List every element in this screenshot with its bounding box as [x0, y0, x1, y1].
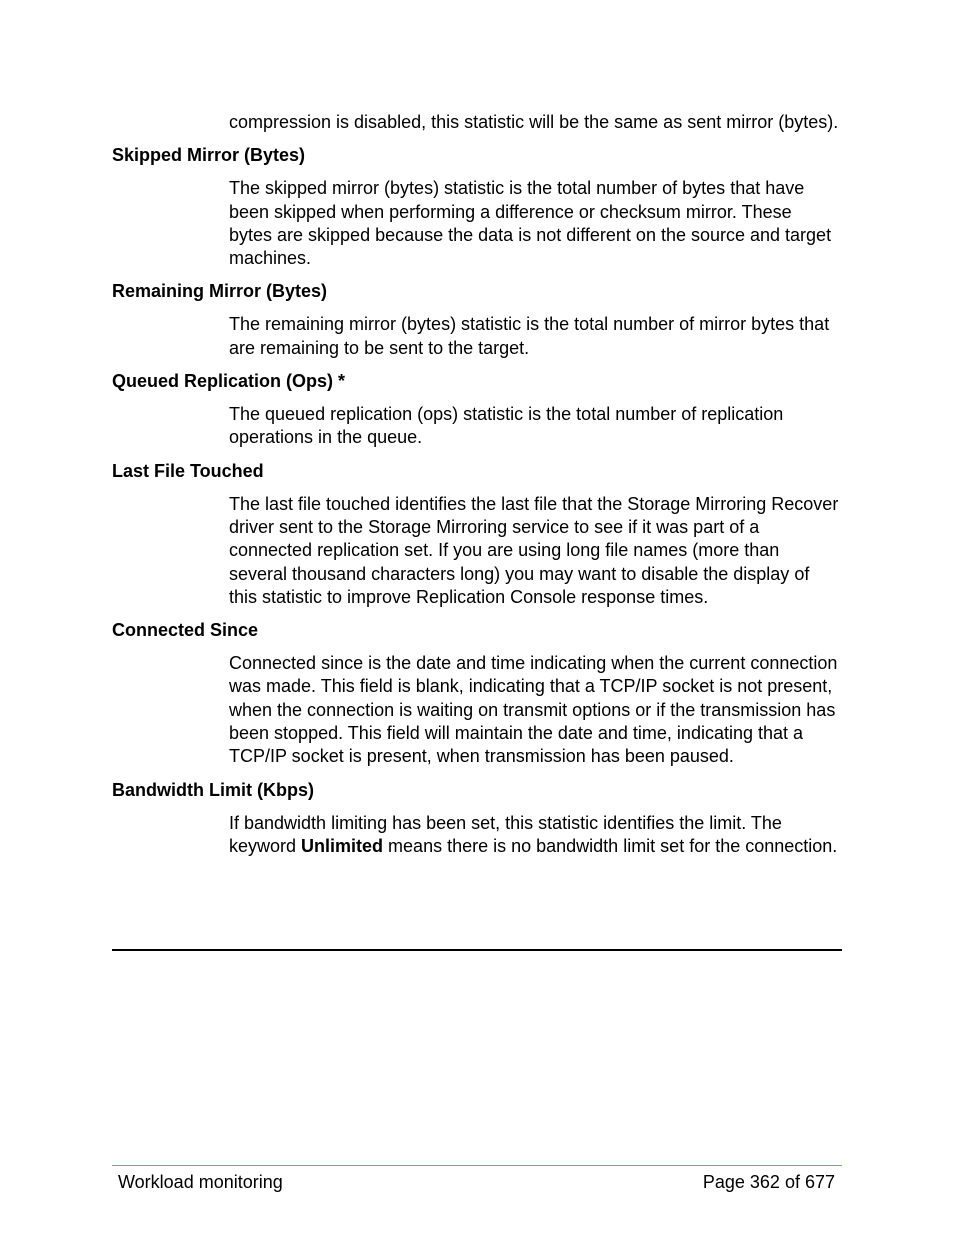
bandwidth-text-after: means there is no bandwidth limit set for the connection. [383, 835, 838, 856]
paragraph-connected-since: Connected since is the date and time indicating when the current connection was made. This field is blank, indicating that a TCP/IP socket is not present, when the connection is waiting on transmit options or if the transmission has been stopped. This field will maintain the date and time, indicating that a TCP/IP socket is present, when transmission has been paused. [229, 653, 838, 767]
heading-queued-replication: Queued Replication (Ops) * [112, 371, 346, 392]
heading-bandwidth-limit: Bandwidth Limit (Kbps) [112, 779, 314, 800]
section-end-rule [112, 949, 842, 951]
unlimited-keyword: Unlimited [301, 835, 384, 856]
footer-page-number: Page 362 of 677 [702, 1172, 835, 1192]
paragraph-skipped-mirror: The skipped mirror (bytes) statistic is the total number of bytes that have been skipped when performing a difference or checksum mirror. These bytes are skipped because the data is not different on the source and target machines. [229, 178, 832, 269]
paragraph-queued-replication: The queued replication (ops) statistic is the total number of replication operations in the queue. [229, 404, 784, 448]
heading-connected-since: Connected Since [112, 620, 259, 641]
heading-last-file-touched: Last File Touched [112, 460, 264, 481]
footer-rule [112, 1165, 842, 1166]
page-content [112, 111, 842, 858]
paragraph-last-file-touched: The last file touched identifies the last file that the Storage Mirroring Recover driver sent to the Storage Mirroring service to see if it was part of a connected replication set. If you are using long file names (more than several thousand characters long) you may want to disable the display of this statistic to improve Replication Console response times. [229, 493, 839, 607]
paragraph-bandwidth-limit [229, 812, 839, 859]
heading-remaining-mirror: Remaining Mirror (Bytes) [112, 281, 328, 302]
footer-section-title: Workload monitoring [118, 1172, 283, 1192]
bandwidth-text-before: If bandwidth limiting has been set, this statistic identifies the limit. The keyword [229, 812, 782, 856]
paragraph-remaining-mirror: The remaining mirror (bytes) statistic is the total number of mirror bytes that are remaining to be sent to the target. [229, 314, 830, 358]
continued-paragraph: compression is disabled, this statistic will be the same as sent mirror (bytes). [229, 112, 839, 132]
heading-skipped-mirror: Skipped Mirror (Bytes) [112, 145, 306, 166]
